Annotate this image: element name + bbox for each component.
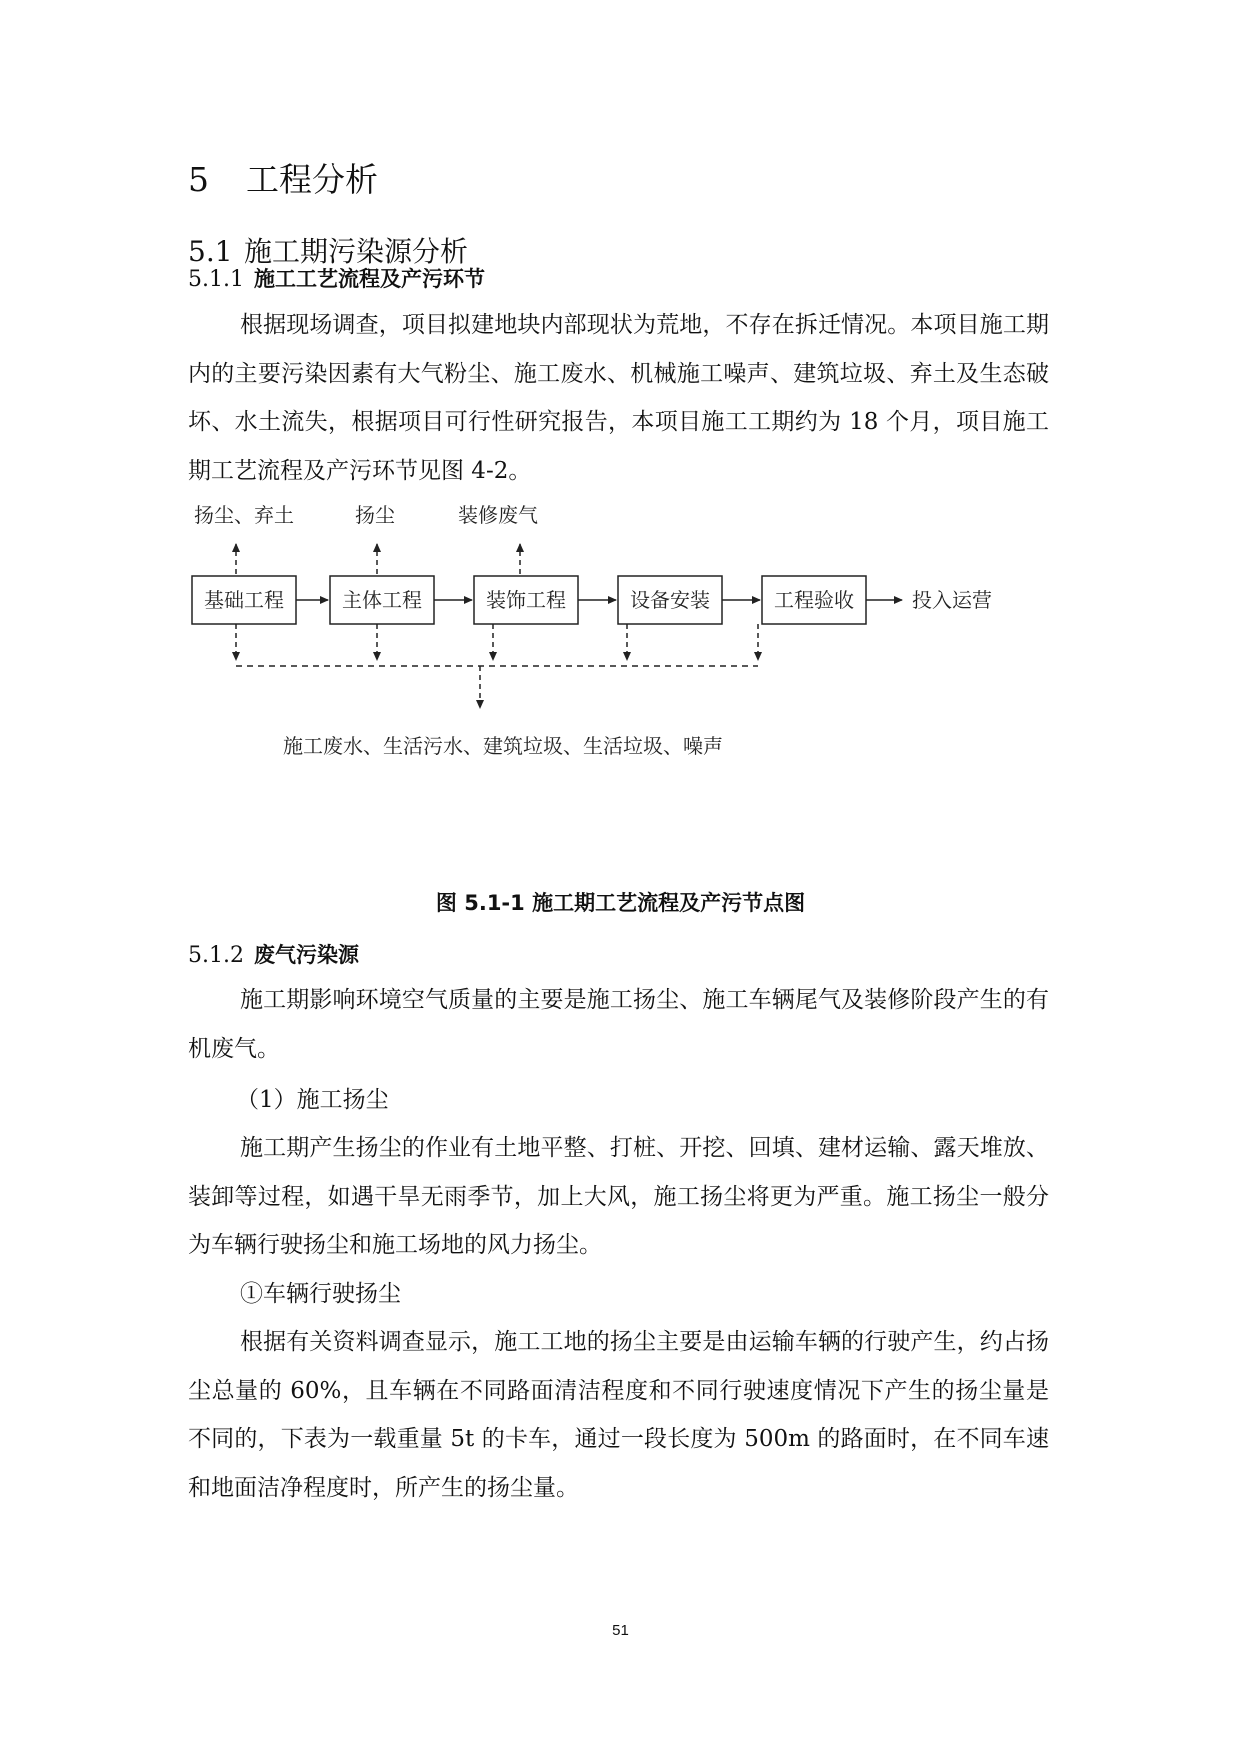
stage-label-1: 基础工程	[204, 588, 284, 612]
subsection-title: 废气污染源	[253, 943, 359, 967]
end-label: 投入运营	[912, 588, 992, 612]
top-label-decoration-gas: 装修废气	[458, 503, 538, 527]
process-flow-diagram	[190, 548, 992, 773]
subsection-number: 5.1.2	[188, 943, 244, 968]
figure-caption: 图 5.1-1 施工期工艺流程及产污节点图	[435, 891, 806, 915]
stage-label-4: 设备安装	[630, 588, 710, 612]
stage-label-3: 装饰工程	[486, 588, 566, 612]
subsection-title: 施工工艺流程及产污环节	[253, 267, 485, 291]
subsection-number: 5.1.1	[188, 267, 244, 292]
paragraph-air-quality: 施工期影响环境空气质量的主要是施工扬尘、施工车辆尾气及装修阶段产生的有机废气。	[188, 987, 1049, 1062]
page-number: 51	[612, 1622, 629, 1639]
top-label-dust: 扬尘	[355, 503, 395, 527]
section-title: 施工期污染源分析	[244, 235, 469, 268]
bottom-label: 施工废水、生活污水、建筑垃圾、生活垃圾、噪声	[283, 734, 723, 758]
diagram-top-labels	[190, 499, 970, 529]
paragraph-dust-operations: 施工期产生扬尘的作业有土地平整、打桩、开挖、回填、建材运输、露天堆放、装卸等过程，如遇干旱无雨季节，加上大风，施工扬尘将更为严重。施工扬尘一般分为车辆行驶扬尘和施工场地的风力扬尘。	[188, 1135, 1049, 1258]
subheading-construction-dust: （1）施工扬尘	[236, 1087, 389, 1113]
subheading-vehicle-dust: ①车辆行驶扬尘	[240, 1281, 401, 1307]
chapter-heading	[188, 158, 378, 202]
section-number: 5.1	[188, 235, 233, 268]
stage-label-2: 主体工程	[342, 588, 422, 612]
top-label-dust-soil: 扬尘、弃土	[194, 503, 294, 527]
paragraph-site-status: 根据现场调查，项目拟建地块内部现状为荒地，不存在拆迁情况。本项目施工期内的主要污染因素有大气粉尘、施工废水、机械施工噪声、建筑垃圾、弃土及生态破坏、水土流失，根据项目可行性研究报告，本项目施工工期约为 18 个月，项目施工期工艺流程及产污环节见图 4-2。	[188, 312, 1049, 484]
subsection-heading-511	[188, 262, 485, 297]
chapter-number: 5	[188, 160, 209, 199]
subsection-heading-512	[188, 938, 359, 973]
paragraph-vehicle-dust: 根据有关资料调查显示，施工工地的扬尘主要是由运输车辆的行驶产生，约占扬尘总量的 60%，且车辆在不同路面清洁程度和不同行驶速度情况下产生的扬尘量是不同的，下表为一载重量 5t 的卡车，通过一段长度为 500m 的路面时，在不同车速和地面洁净程度时，所产生的扬尘量。	[188, 1329, 1049, 1501]
chapter-title: 工程分析	[246, 160, 378, 199]
stage-label-5: 工程验收	[774, 588, 854, 612]
